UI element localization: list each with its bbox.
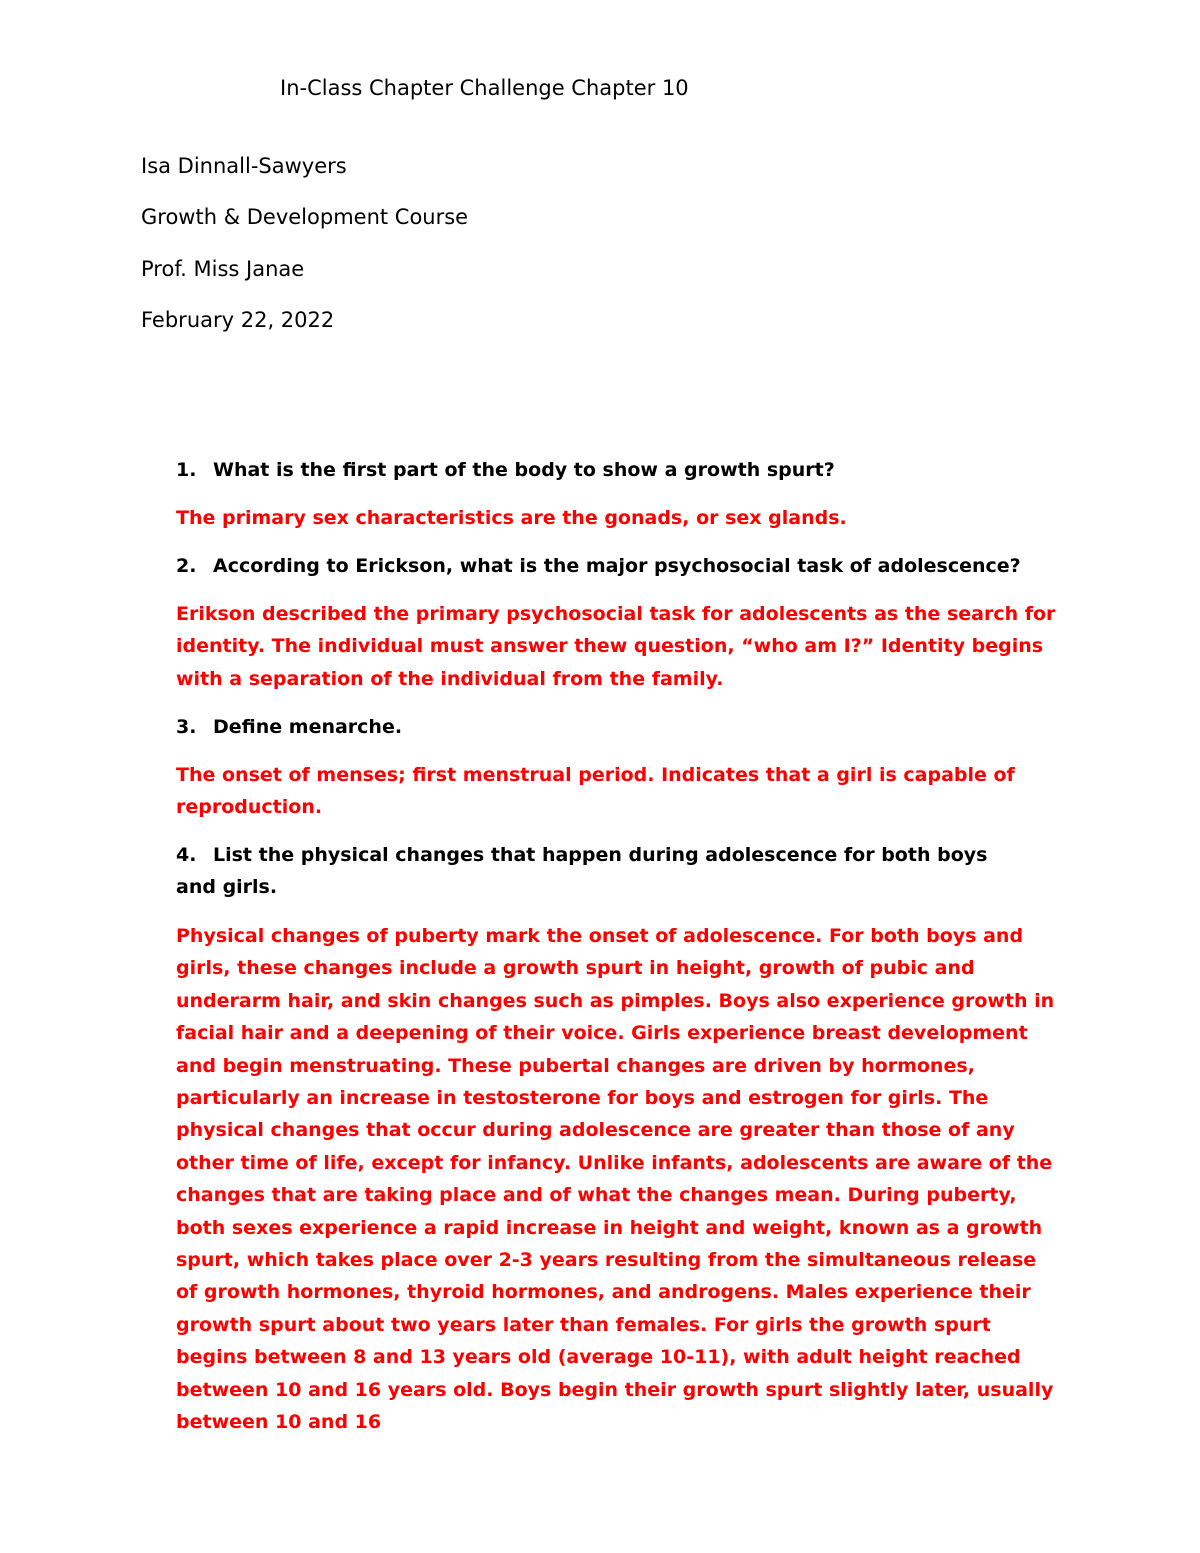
answer-1: The primary sex characteristics are the gonads, or sex glands. — [176, 507, 847, 529]
question-1 — [176, 454, 1056, 486]
professor-name: Prof. Miss Janae — [141, 257, 305, 281]
question-number: 3. — [176, 716, 197, 738]
student-name: Isa Dinnall-Sawyers — [141, 154, 347, 178]
answer-3: The onset of menses; first menstrual period. Indicates that a girl is capable of reproduction. — [176, 764, 1015, 819]
course-name: Growth & Development Course — [141, 205, 469, 229]
question-text: What is the first part of the body to show a growth spurt? — [213, 459, 835, 481]
question-2 — [176, 550, 1056, 582]
question-text: Define menarche. — [213, 716, 403, 738]
document-date: February 22, 2022 — [141, 308, 335, 332]
question-number: 4. — [176, 844, 197, 866]
question-text: List the physical changes that happen during adolescence for both boys and girls. — [176, 844, 988, 899]
document-title: In-Class Chapter Challenge Chapter 10 — [280, 76, 689, 100]
answer-4: Physical changes of puberty mark the onset of adolescence. For both boys and girls, these changes include a growth spurt in height, growth of pubic and underarm hair, and skin changes such as pimples. Boys also experience growth in facial hair and a deepening of their voice. Girls experience breast development and begin menstruating. These pubertal changes are driven by hormones, particularly an increase in testosterone for boys and estrogen for girls. The physical changes that occur during adolescence are greater than those of any other time of life, except for infancy. Unlike infants, adolescents are aware of the changes that are taking place and of what the changes mean. During puberty, both sexes experience a rapid increase in height and weight, known as a growth spurt, which takes place over 2-3 years resulting from the simultaneous release of growth hormones, thyroid hormones, and androgens. Males experience their growth spurt about two years later than females. For girls the growth spurt begins between 8 and 13 years old (average 10-11), with adult height reached between 10 and 16 years old. Boys begin their growth spurt slightly later, usually between 10 and 16 — [176, 925, 1055, 1434]
answer-2: Erikson described the primary psychosocial task for adolescents as the search for identity. The individual must answer thew question, “who am I?” Identity begins with a separation of the individual from the family. — [176, 603, 1056, 690]
question-4 — [176, 839, 1026, 904]
question-number: 1. — [176, 459, 197, 481]
question-number: 2. — [176, 555, 197, 577]
question-text: According to Erickson, what is the major psychosocial task of adolescence? — [213, 555, 1021, 577]
question-3 — [176, 711, 1056, 743]
